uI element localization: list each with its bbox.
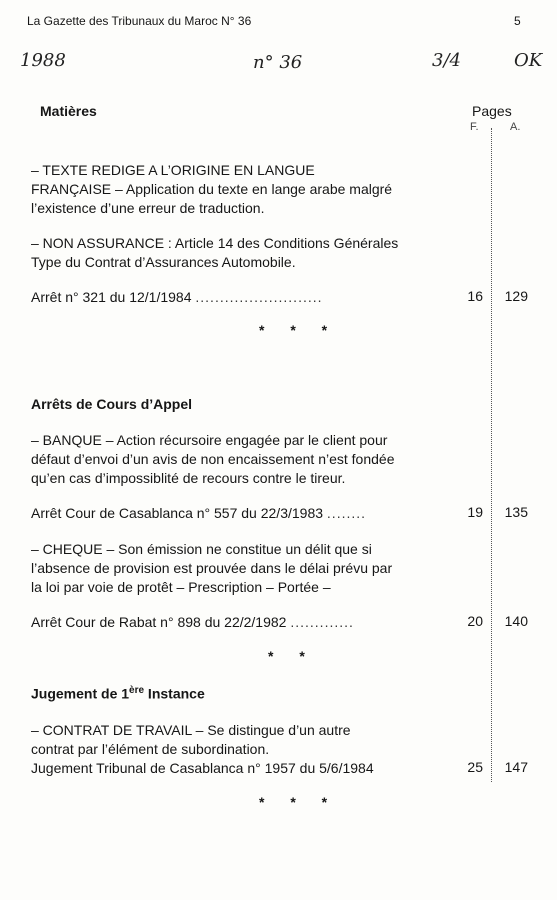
- title-text: Jugement de 1: [31, 685, 130, 702]
- column-a-label: A.: [510, 121, 521, 133]
- s2-reference-2: [31, 613, 354, 632]
- pages-heading: Pages: [472, 103, 512, 119]
- s3-reference: Jugement Tribunal de Casablanca n° 1957 du 5/6/1984: [31, 760, 374, 776]
- separator-stars-end: * * *: [259, 794, 339, 810]
- page-number: 5: [514, 14, 521, 28]
- handwritten-fraction: 3/4: [432, 50, 461, 71]
- text-line: – TEXTE REDIGE A L’ORIGINE EN LANGUE: [31, 162, 315, 178]
- handwritten-number: n° 36: [253, 52, 303, 73]
- title-superscript: ère: [129, 685, 145, 696]
- matieres-heading: Matières: [40, 103, 97, 119]
- dot-leader: .............: [290, 614, 354, 630]
- s2-ref1-page-a: 135: [504, 504, 528, 520]
- title-text-end: Instance: [144, 685, 205, 702]
- text-line: – BANQUE – Action récursoire engagée par le client pour: [31, 432, 388, 448]
- s2-paragraph-2: [31, 540, 392, 597]
- s1-ref-page-f: 16: [467, 288, 483, 304]
- s3-paragraph-1: [31, 721, 351, 759]
- s1-paragraph-1: [31, 161, 392, 218]
- separator-stars-two: * *: [268, 648, 316, 664]
- reference-label: Arrêt n° 321 du 12/1/1984: [31, 289, 192, 305]
- s1-reference: [31, 288, 323, 307]
- text-line: l’absence de provision est prouvée dans le délai prévu par: [31, 560, 393, 576]
- text-line: – CONTRAT DE TRAVAIL – Se distingue d’un autre: [31, 722, 351, 738]
- handwritten-ok: OK: [514, 50, 543, 71]
- text-line: l’existence d’une erreur de traduction.: [31, 200, 265, 216]
- s2-paragraph-1: [31, 431, 394, 488]
- s2-ref2-page-f: 20: [467, 613, 483, 629]
- s2-ref1-page-f: 19: [467, 504, 483, 520]
- text-line: contrat par l’élément de subordination.: [31, 741, 270, 757]
- separator-stars: * * *: [259, 322, 339, 338]
- s3-ref-page-a: 147: [504, 759, 528, 775]
- s3-title: [31, 685, 205, 702]
- column-f-label: F.: [470, 121, 479, 133]
- text-line: qu’en cas d’impossiblité de recours contre le tireur.: [31, 470, 346, 486]
- reference-label: Arrêt Cour de Rabat n° 898 du 22/2/1982: [31, 614, 287, 630]
- text-line: la loi par voie de protêt – Prescription – Portée –: [31, 579, 331, 595]
- journal-header: La Gazette des Tribunaux du Maroc N° 36: [27, 14, 252, 28]
- text-line: – CHEQUE – Son émission ne constitue un délit que si: [31, 541, 372, 557]
- reference-label: Arrêt Cour de Casablanca n° 557 du 22/3/1983: [31, 505, 324, 521]
- s2-ref2-page-a: 140: [504, 613, 528, 629]
- column-divider: [491, 128, 492, 782]
- handwritten-year: 1988: [20, 50, 66, 71]
- text-line: Type du Contrat d’Assurances Automobile.: [31, 254, 296, 270]
- s2-reference-1: [31, 504, 366, 523]
- s2-title: Arrêts de Cours d’Appel: [31, 396, 193, 412]
- dot-leader: ........: [326, 505, 367, 521]
- text-line: – NON ASSURANCE : Article 14 des Conditions Générales: [31, 235, 399, 251]
- text-line: FRANÇAISE – Application du texte en lange arabe malgré: [31, 181, 393, 197]
- s1-ref-page-a: 129: [504, 288, 528, 304]
- text-line: défaut d’envoi d’un avis de non encaissement n’est fondée: [31, 451, 395, 467]
- dot-leader: ..........................: [195, 289, 323, 305]
- s1-paragraph-2: [31, 234, 398, 272]
- s3-ref-page-f: 25: [467, 759, 483, 775]
